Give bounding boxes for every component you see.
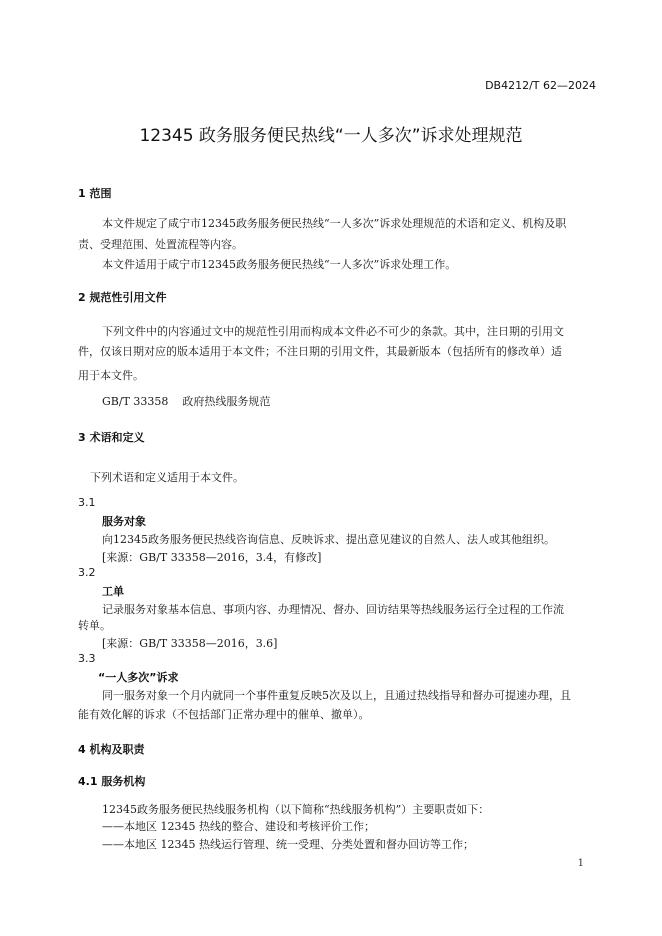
section-4-1-item-1: ——本地区 12345 热线的整合、建设和考核评价工作； <box>102 820 375 833</box>
section-4-1-item-2: ——本地区 12345 热线运行管理、统一受理、分类处置和督办回访等工作； <box>102 838 474 851</box>
section-2-para-line-1: 下列文件中的内容通过文中的规范性引用而构成本文件必不可少的条款。其中，注日期的引用文 <box>102 325 564 338</box>
normative-reference: GB/T 33358 政府热线服务规范 <box>102 395 271 408</box>
section-2-heading: 2 规范性引用文件 <box>78 291 167 304</box>
term-3-3-definition-line-2: 能有效化解的诉求（不包括部门正常办理中的催单、撤单）。 <box>78 708 370 721</box>
term-3-1-number: 3.1 <box>78 496 96 509</box>
section-2-para-line-2: 件，仅该日期对应的版本适用于本文件；不注日期的引用文件，其最新版本（包括所有的修改单）适 <box>78 345 562 358</box>
section-1-para-2: 本文件适用于咸宁市12345政务服务便民热线“一人多次”诉求处理工作。 <box>102 258 457 271</box>
section-1-para-1-line-1: 本文件规定了咸宁市12345政务服务便民热线“一人多次”诉求处理规范的术语和定义、机构及职 <box>102 217 567 230</box>
term-3-1-name: 服务对象 <box>102 515 146 528</box>
section-3-heading: 3 术语和定义 <box>78 431 145 444</box>
term-3-3-name: “一人多次”诉求 <box>98 671 179 684</box>
term-3-2-definition-line-2: 转单。 <box>78 619 111 632</box>
section-3-intro: 下列术语和定义适用于本文件。 <box>90 471 244 484</box>
document-number: DB4212/T 62—2024 <box>485 79 596 92</box>
term-3-2-source: [来源：GB/T 33358—2016，3.6] <box>102 637 278 650</box>
section-4-1-heading: 4.1 服务机构 <box>78 775 146 788</box>
section-4-heading: 4 机构及职责 <box>78 743 145 756</box>
term-3-3-definition-line-1: 同一服务对象一个月内就同一个事件重复反映5次及以上，且通过热线指导和督办可提速办理，且 <box>102 689 571 702</box>
term-3-1-definition: 向12345政务服务便民热线咨询信息、反映诉求、提出意见建议的自然人、法人或其他组织。 <box>102 533 555 546</box>
section-1-heading: 1 范围 <box>78 187 112 200</box>
section-2-para-line-3: 用于本文件。 <box>78 369 144 382</box>
term-3-2-definition-line-1: 记录服务对象基本信息、事项内容、办理情况、督办、回访结果等热线服务运行全过程的工作流 <box>102 603 564 616</box>
section-4-1-intro: 12345政务服务便民热线服务机构（以下简称“热线服务机构”）主要职责如下： <box>102 803 490 816</box>
page-number: 1 <box>577 858 584 869</box>
page-title: 12345 政务服务便民热线“一人多次”诉求处理规范 <box>139 126 523 146</box>
term-3-3-number: 3.3 <box>78 652 96 665</box>
term-3-1-source: [来源：GB/T 33358—2016，3.4，有修改] <box>102 551 322 564</box>
term-3-2-number: 3.2 <box>78 566 96 579</box>
term-3-2-name: 工单 <box>102 585 124 598</box>
section-1-para-1-line-2: 责、受理范围、处置流程等内容。 <box>78 238 243 251</box>
